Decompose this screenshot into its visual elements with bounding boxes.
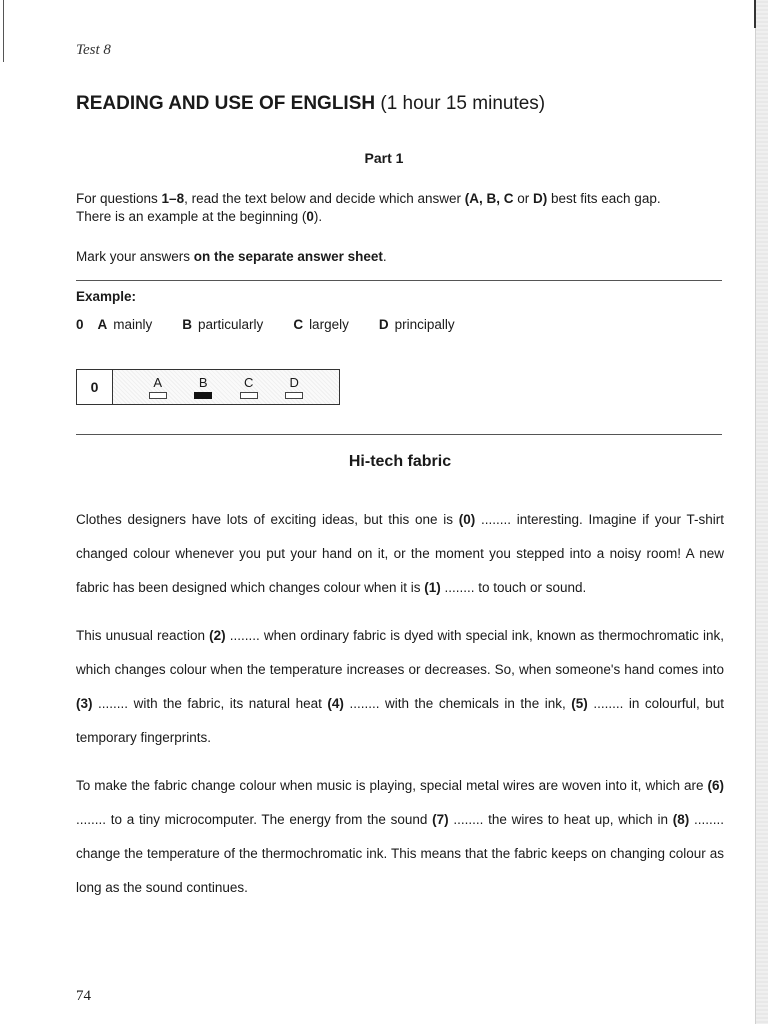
section-title (76, 93, 545, 115)
instr-text: best fits each gap. (547, 191, 661, 206)
text: This unusual reaction (76, 628, 210, 643)
option-letter: A (97, 317, 108, 332)
gap-4: (4) (327, 696, 344, 711)
text: ........ to a tiny microcomputer. The energy from the sound (76, 812, 433, 827)
example-option-b (182, 317, 263, 332)
text: ........ when ordinary fabric is dyed with special ink, known as thermochromatic ink, which changes colour when the temperature increases or decreases. So, when someone's hand comes into (76, 628, 724, 677)
text: ........ in colourful, but temporary fingerprints. (76, 696, 725, 745)
example-option-d (379, 317, 455, 332)
instr-range: 1–8 (161, 191, 185, 206)
option-text: principally (394, 317, 455, 332)
instr-text: , read the text below and decide which answer (184, 191, 465, 206)
article-paragraph-3 (76, 769, 724, 905)
divider-top (76, 280, 722, 281)
instructions-line-1 (76, 190, 736, 208)
option-letter: B (182, 317, 193, 332)
example-option-c (293, 317, 349, 332)
example-answer-box (76, 369, 340, 405)
section-title-duration: (1 hour 15 minutes) (375, 93, 546, 114)
section-title-main: READING AND USE OF ENGLISH (76, 93, 376, 114)
instructions (76, 190, 736, 226)
example-label: Example: (76, 289, 137, 304)
text: ........ with the chemicals in the ink, (343, 696, 572, 711)
instr-zero: 0 (306, 209, 314, 224)
answer-letter: C (244, 375, 254, 390)
answer-lozenge-selected (194, 392, 212, 399)
answer-letter: D (289, 375, 299, 390)
gap-6: (6) (707, 778, 724, 793)
example-options (76, 317, 485, 332)
article-paragraph-1 (76, 503, 724, 605)
example-number: 0 (76, 317, 84, 332)
article-title: Hi-tech fabric (348, 453, 452, 470)
gap-3: (3) (76, 696, 93, 711)
option-text: mainly (113, 317, 153, 332)
test-label: Test 8 (76, 42, 111, 58)
text: ........ interesting. Imagine if your T-shirt changed colour whenever you put your hand on it, or the moment you stepped into a noisy room! A new fabric has been designed which changes colour when it is (76, 512, 724, 595)
answer-option-a (149, 375, 167, 399)
text: ........ the wires to heat up, which in (448, 812, 673, 827)
gap-0: (0) (458, 512, 476, 527)
instr-text: ). (313, 209, 323, 224)
divider-bottom (76, 434, 722, 435)
instr-text: There is an example at the beginning ( (76, 209, 307, 224)
gap-1: (1) (424, 580, 441, 595)
text: Clothes designers have lots of exciting ideas, but this one is (76, 512, 459, 527)
option-letter: D (378, 317, 389, 332)
text: To make the fabric change colour when music is playing, special metal wires are woven into it, which are (76, 778, 708, 793)
gap-8: (8) (672, 812, 690, 827)
gap-7: (7) (432, 812, 449, 827)
instr-text: For questions (76, 191, 162, 206)
answer-option-d (285, 375, 303, 399)
page-edge-left (3, 0, 4, 62)
article-body (76, 503, 724, 919)
article-paragraph-2 (76, 619, 724, 755)
page-number: 74 (76, 988, 91, 1004)
answer-letter: A (153, 375, 163, 390)
answer-letter: B (198, 375, 208, 390)
answer-lozenge (149, 392, 167, 399)
option-letter: C (293, 317, 304, 332)
example-option-a (98, 317, 153, 332)
text: ........ with the fabric, its natural heat (92, 696, 328, 711)
answer-box-number: 0 (77, 370, 113, 404)
text: ........ to touch or sound. (440, 580, 587, 595)
instr-text: or (513, 191, 534, 206)
answer-option-b (194, 375, 212, 399)
mark-text: . (382, 249, 387, 264)
instr-options: (A, B, C (464, 191, 514, 206)
mark-answers-note (76, 249, 387, 264)
instructions-line-2 (76, 208, 736, 226)
answer-box-options (113, 370, 339, 404)
answer-option-c (240, 375, 258, 399)
option-text: largely (309, 317, 349, 332)
mark-text: Mark your answers (76, 249, 194, 264)
text: ........ change the temperature of the thermochromatic ink. This means that the fabric keeps on changing colour as long as the sound continues. (76, 812, 724, 895)
option-text: particularly (198, 317, 264, 332)
instr-option-d: D) (533, 191, 548, 206)
part-label: Part 1 (364, 150, 404, 166)
gap-2: (2) (209, 628, 226, 643)
answer-lozenge (240, 392, 258, 399)
gap-5: (5) (571, 696, 588, 711)
mark-bold: on the separate answer sheet (193, 249, 383, 264)
answer-lozenge (285, 392, 303, 399)
